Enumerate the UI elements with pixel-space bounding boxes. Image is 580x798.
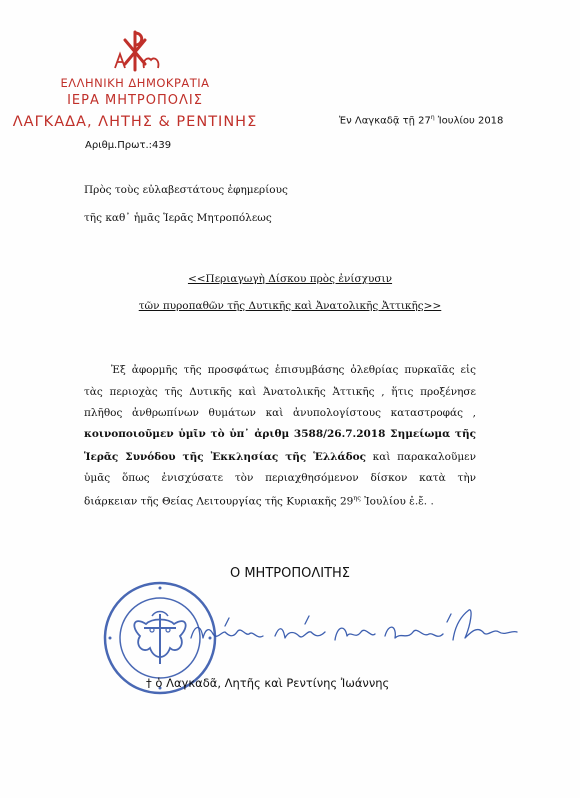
- body-text: καὶ παρακαλοῦμεν: [366, 451, 477, 463]
- subject-line-1: <<Περιαγωγὴ Δίσκου πρὸς ἐνίσχυσιν: [187, 273, 393, 285]
- protocol-number: Αριθμ.Πρωτ.:439: [85, 140, 172, 151]
- body-text: Ἰουλίου ἐ.ἔ. .: [360, 495, 434, 508]
- letterhead-metropolis: ΙΕΡΑ ΜΗΤΡΟΠΟΛΙΣ: [67, 93, 203, 108]
- subject-line-2: τῶν πυροπαθῶν τῆς Δυτικῆς καὶ Ἀνατολικῆς Ἀττικῆς>>: [138, 300, 442, 312]
- letterhead-region: ΛΑΓΚΑΔΑ, ΛΗΤΗΣ & ΡΕΝΤΙΝΗΣ: [12, 114, 258, 130]
- body-line: [84, 451, 476, 463]
- body-line: τὰς περιοχὰς τῆς Δυτικῆς καὶ Ἀνατολικῆς Ἀττικῆς , ἥτις προξένησε: [84, 386, 476, 398]
- body-superscript: ης: [353, 494, 361, 502]
- signatory-name: † ὁ Λαγκαδᾶ, Λητῆς καὶ Ρεντίνης Ἰωάννης: [146, 676, 390, 690]
- signatory-title: Ο ΜΗΤΡΟΠΟΛΙΤΗΣ: [229, 566, 351, 581]
- body-line: ὑμᾶς ὅπως ἐνισχύσατε τὸν περιαχθησόμενον δίσκον κατὰ τὴν: [84, 472, 476, 484]
- date-superscript: η: [430, 114, 435, 121]
- date-prefix: Ἐν Λαγκαδᾷ τῇ 27: [339, 115, 431, 127]
- body-line: [84, 494, 476, 508]
- body-text: διάρκειαν τῆς Θείας Λειτουργίας τῆς Κυριακῆς 29: [84, 495, 354, 508]
- body-line: πλῆθος ἀνθρωπίνων θυμάτων καὶ ἀνυπολογίστους καταστροφάς ,: [84, 407, 476, 419]
- recipient-line-1: Πρὸς τοὺς εὐλαβεστάτους ἐφημερίους: [84, 184, 288, 196]
- date-line: [339, 114, 503, 126]
- date-rest: Ἰουλίου 2018: [434, 115, 504, 127]
- body-line: κοινοποιοῦμεν ὑμῖν τὸ ὑπ᾽ ἀριθμ 3588/26.7.2018 Σημείωμα τῆς: [84, 428, 476, 440]
- recipient-line-2: τῆς καθ᾽ ἡμᾶς Ἱερᾶς Μητροπόλεως: [84, 212, 272, 224]
- letterhead-country: ΕΛΛΗΝΙΚΗ ΔΗΜΟΚΡΑΤΙΑ: [60, 76, 210, 90]
- handwritten-signature-icon: [185, 596, 530, 661]
- body-bold-text: Ἱερᾶς Συνόδου τῆς Ἐκκλησίας τῆς Ἑλλάδος: [84, 451, 367, 463]
- chi-rho-alpha-omega-icon: [110, 30, 160, 72]
- body-line: Ἐξ ἀφορμῆς τῆς προσφάτως ἐπισυμβάσης ὀλεθρίας πυρκαϊᾶς εἰς: [111, 364, 476, 376]
